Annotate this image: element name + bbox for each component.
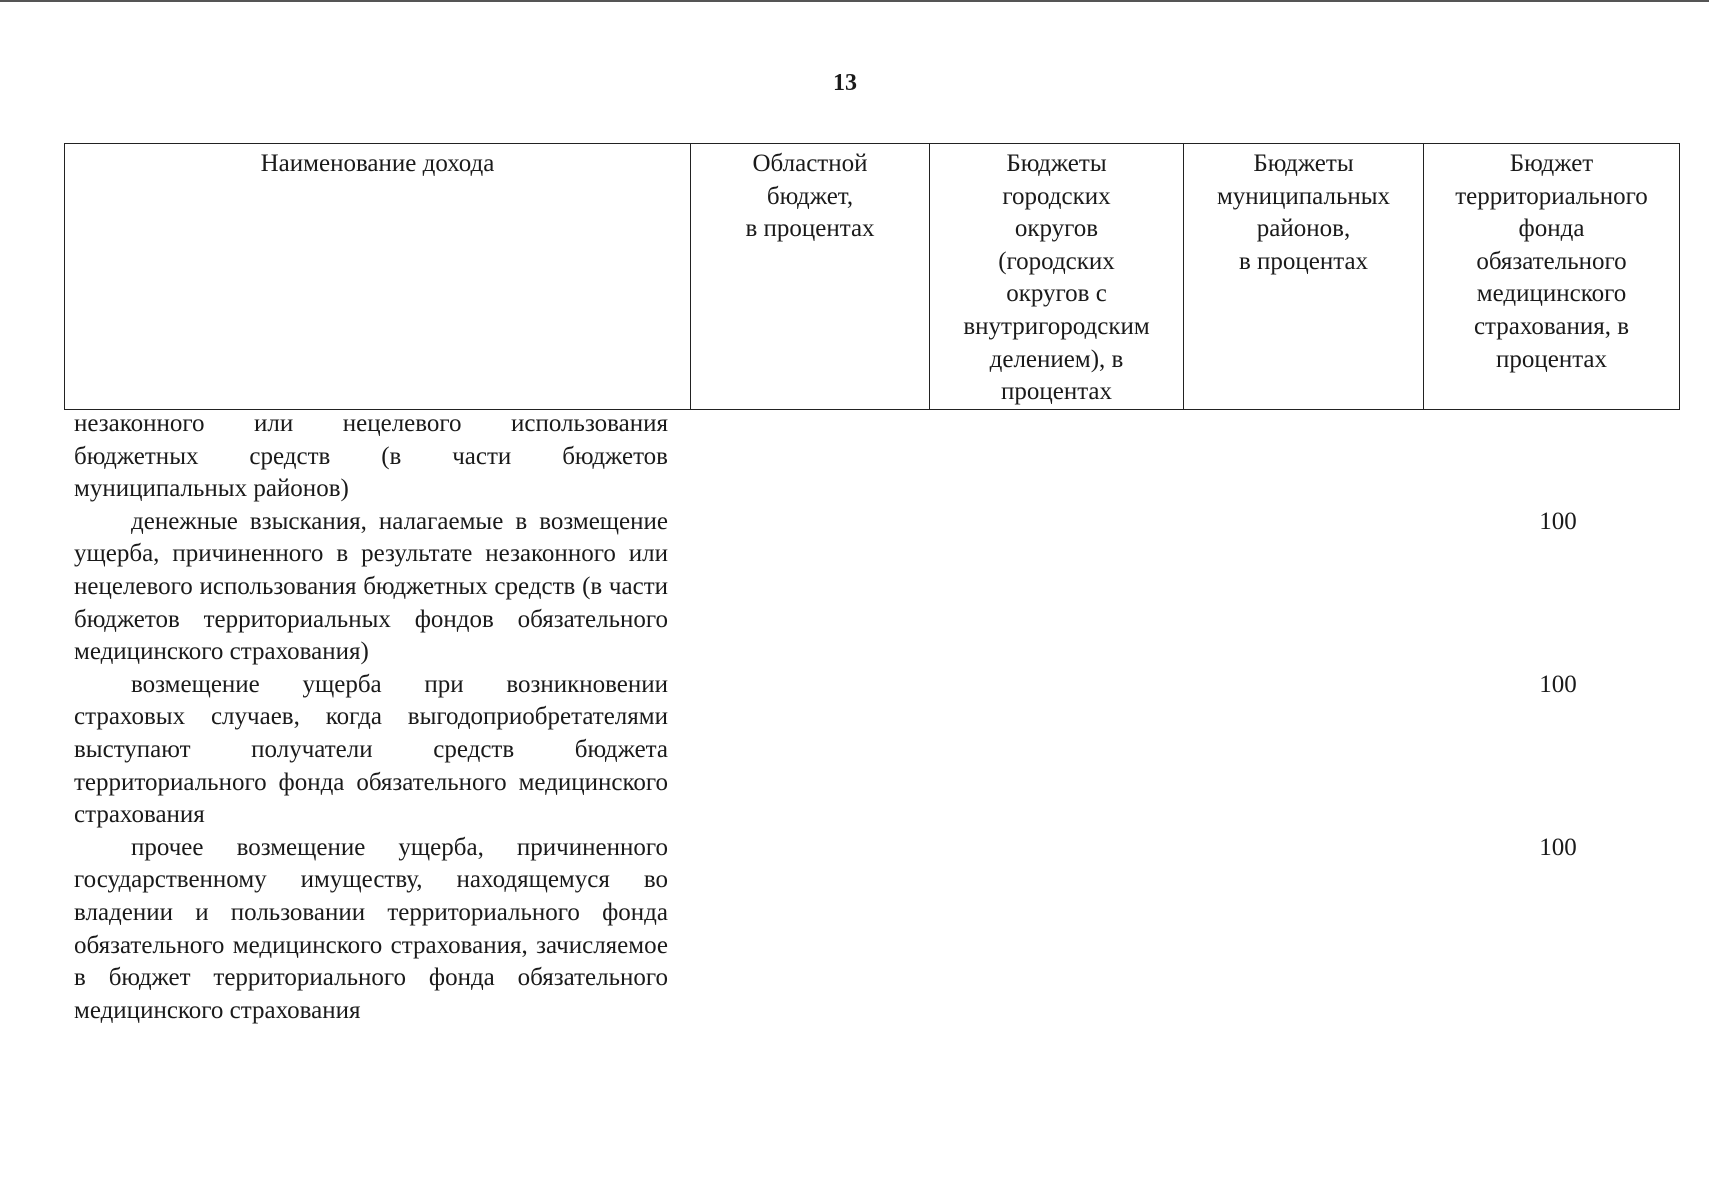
table-row: [74, 408, 1634, 506]
table-row: [74, 506, 1634, 669]
revenue-name-cell: прочее возмещение ущерба, причиненного государственному имуществу, находящемуся во владении и пользовании территориального фонда обязательного медицинского страхования, зачисляемое в бюджет территориального фонда обязательного медицинского страхования: [74, 833, 668, 1024]
territorial-fund-percent-cell: 100: [1539, 670, 1577, 698]
header-city-district-budgets: Бюджеты городских округов (городских округов с внутригородским делением), в процентах: [930, 144, 1184, 410]
revenue-name-cell: денежные взыскания, налагаемые в возмещение ущерба, причиненного в результате незаконного или нецелевого использования бюджетных средств (в части бюджетов территориальных фондов обязательного медицинского страхования): [74, 507, 668, 666]
header-regional-budget: Областной бюджет, в процентах: [691, 144, 930, 410]
header-revenue-name: Наименование дохода: [65, 144, 691, 410]
revenue-name-cell: возмещение ущерба при возникновении страховых случаев, когда выгодоприобретателями выступают получатели средств бюджета территориального фонда обязательного медицинского страхования: [74, 670, 668, 829]
revenue-table-header: [64, 143, 1680, 410]
revenue-table-body: [74, 408, 1634, 1027]
header-row: [65, 144, 1680, 410]
table-row: [74, 669, 1634, 832]
territorial-fund-percent-cell: 100: [1539, 833, 1577, 861]
page-number: 13: [833, 70, 857, 96]
revenue-name-cell: незаконного или нецелевого использования бюджетных средств (в части бюджетов муниципальных районов): [74, 410, 668, 503]
top-border-line: [0, 0, 1709, 2]
header-territorial-fund-budget: Бюджет территориального фонда обязательного медицинского страхования, в процентах: [1424, 144, 1680, 410]
table-row: [74, 832, 1634, 1028]
territorial-fund-percent-cell: 100: [1539, 507, 1577, 535]
header-municipal-district-budgets: Бюджеты муниципальных районов, в процентах: [1184, 144, 1424, 410]
